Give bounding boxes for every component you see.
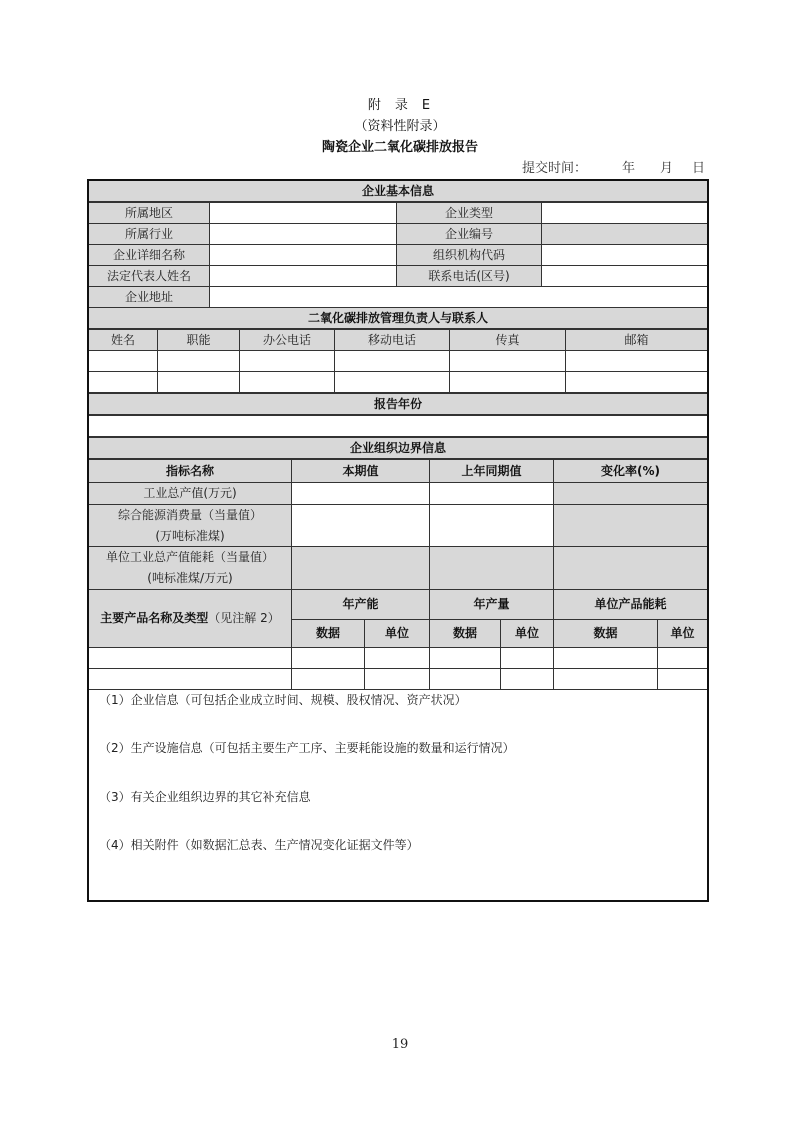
appendix-word-2: 录 xyxy=(394,98,410,113)
industrial-output-change-field xyxy=(554,483,707,505)
sub-header-consumption-unit: 单位 xyxy=(658,620,707,648)
note-production-facilities: （2）生产设施信息（可包括主要生产工序、主要耗能设施的数量和运行情况） xyxy=(99,741,515,755)
region-field[interactable] xyxy=(210,203,397,224)
submit-time-label: 提交时间： xyxy=(522,161,588,176)
contact-2-name-field[interactable] xyxy=(89,372,158,394)
col-header-mobile-phone: 移动电话 xyxy=(335,330,450,351)
org-code-field[interactable] xyxy=(542,245,707,266)
note-enterprise-info: （1）企业信息（可包括企业成立时间、规模、股权情况、资产状况） xyxy=(99,693,467,707)
unit-energy-change-field xyxy=(554,547,707,590)
contact-1-role-field[interactable] xyxy=(158,351,240,372)
energy-consumption-change-field xyxy=(554,505,707,547)
report-title: 陶瓷企业二氧化碳排放报告 xyxy=(321,140,478,155)
indicator-energy-consumption-line2: (万吨标准煤) xyxy=(155,528,225,543)
energy-consumption-current-field[interactable] xyxy=(292,505,430,547)
unit-energy-previous-field xyxy=(430,547,554,590)
sub-header-output-unit: 单位 xyxy=(501,620,554,648)
contact-1-name-field[interactable] xyxy=(89,351,158,372)
appendix-type: （资料性附录） xyxy=(354,119,446,134)
product-2-capacity-unit-field[interactable] xyxy=(365,669,430,690)
appendix-label xyxy=(0,98,800,114)
label-enterprise-id: 企业编号 xyxy=(397,224,542,245)
col-header-name: 姓名 xyxy=(89,330,158,351)
note-attachments: （4）相关附件（如数据汇总表、生产情况变化证据文件等） xyxy=(99,838,419,852)
contact-1-office-phone-field[interactable] xyxy=(240,351,335,372)
group-header-output: 年产量 xyxy=(430,590,554,620)
label-address: 企业地址 xyxy=(89,287,210,308)
product-2-capacity-data-field[interactable] xyxy=(292,669,365,690)
group-header-capacity: 年产能 xyxy=(292,590,430,620)
energy-consumption-previous-field[interactable] xyxy=(430,505,554,547)
report-year-field[interactable] xyxy=(89,416,707,438)
product-2-consumption-data-field[interactable] xyxy=(554,669,658,690)
product-2-output-data-field[interactable] xyxy=(430,669,501,690)
indicator-energy-consumption-line1: 综合能源消费量（当量值） xyxy=(117,507,262,522)
col-header-previous: 上年同期值 xyxy=(430,460,554,483)
col-header-change-rate: 变化率(%) xyxy=(554,460,707,483)
col-header-current: 本期值 xyxy=(292,460,430,483)
section-header-basic-info: 企业基本信息 xyxy=(89,181,707,203)
appendix-word-1: 附 xyxy=(367,98,383,113)
day-label: 日 xyxy=(692,161,706,176)
indicator-unit-energy-line1: 单位工业总产值能耗（当量值） xyxy=(105,550,274,564)
col-header-office-phone: 办公电话 xyxy=(240,330,335,351)
appendix-letter: E xyxy=(421,98,433,113)
year-label: 年 xyxy=(622,161,636,176)
label-enterprise-type: 企业类型 xyxy=(397,203,542,224)
group-header-unit-consumption: 单位产品能耗 xyxy=(554,590,707,620)
page-number: 19 xyxy=(391,1037,409,1052)
col-header-fax: 传真 xyxy=(450,330,566,351)
label-region: 所属地区 xyxy=(89,203,210,224)
indicator-unit-energy-line2: (吨标准煤/万元) xyxy=(147,571,233,585)
section-header-boundary: 企业组织边界信息 xyxy=(89,438,707,460)
indicator-energy-consumption xyxy=(89,505,292,547)
section-header-report-year: 报告年份 xyxy=(89,394,707,416)
product-2-consumption-unit-field[interactable] xyxy=(658,669,707,690)
month-label: 月 xyxy=(660,161,674,176)
indicator-unit-energy xyxy=(89,547,292,590)
address-field[interactable] xyxy=(210,287,707,308)
product-1-output-unit-field[interactable] xyxy=(501,648,554,669)
phone-field[interactable] xyxy=(542,266,707,287)
supplementary-notes-area[interactable] xyxy=(89,690,707,900)
note-boundary-supplement: （3）有关企业组织边界的其它补充信息 xyxy=(99,790,311,804)
contact-1-fax-field[interactable] xyxy=(450,351,566,372)
industrial-output-current-field[interactable] xyxy=(292,483,430,505)
product-1-name-field[interactable] xyxy=(89,648,292,669)
products-label-main: 主要产品名称及类型 xyxy=(100,611,209,625)
contact-1-email-field[interactable] xyxy=(566,351,707,372)
full-name-field[interactable] xyxy=(210,245,397,266)
enterprise-type-field[interactable] xyxy=(542,203,707,224)
product-1-output-data-field[interactable] xyxy=(430,648,501,669)
unit-energy-current-field xyxy=(292,547,430,590)
product-2-name-field[interactable] xyxy=(89,669,292,690)
contact-2-fax-field[interactable] xyxy=(450,372,566,394)
col-header-email: 邮箱 xyxy=(566,330,707,351)
industrial-output-previous-field[interactable] xyxy=(430,483,554,505)
label-phone: 联系电话(区号) xyxy=(397,266,542,287)
product-1-capacity-unit-field[interactable] xyxy=(365,648,430,669)
contact-2-office-phone-field[interactable] xyxy=(240,372,335,394)
label-industry: 所属行业 xyxy=(89,224,210,245)
legal-rep-field[interactable] xyxy=(210,266,397,287)
label-full-name: 企业详细名称 xyxy=(89,245,210,266)
products-label-note: （见注解 2） xyxy=(208,611,280,625)
col-header-indicator: 指标名称 xyxy=(89,460,292,483)
product-1-capacity-data-field[interactable] xyxy=(292,648,365,669)
product-2-output-unit-field[interactable] xyxy=(501,669,554,690)
industry-field[interactable] xyxy=(210,224,397,245)
indicator-industrial-output: 工业总产值(万元) xyxy=(89,483,292,505)
enterprise-id-field xyxy=(542,224,707,245)
emission-report-form xyxy=(87,179,709,902)
sub-header-capacity-unit: 单位 xyxy=(365,620,430,648)
contact-2-email-field[interactable] xyxy=(566,372,707,394)
contact-2-mobile-phone-field[interactable] xyxy=(335,372,450,394)
contact-1-mobile-phone-field[interactable] xyxy=(335,351,450,372)
product-1-consumption-unit-field[interactable] xyxy=(658,648,707,669)
label-legal-rep: 法定代表人姓名 xyxy=(89,266,210,287)
sub-header-capacity-data: 数据 xyxy=(292,620,365,648)
contact-2-role-field[interactable] xyxy=(158,372,240,394)
products-label xyxy=(89,590,292,648)
section-header-contacts: 二氧化碳排放管理负责人与联系人 xyxy=(89,308,707,330)
col-header-role: 职能 xyxy=(158,330,240,351)
product-1-consumption-data-field[interactable] xyxy=(554,648,658,669)
label-org-code: 组织机构代码 xyxy=(397,245,542,266)
sub-header-consumption-data: 数据 xyxy=(554,620,658,648)
sub-header-output-data: 数据 xyxy=(430,620,501,648)
